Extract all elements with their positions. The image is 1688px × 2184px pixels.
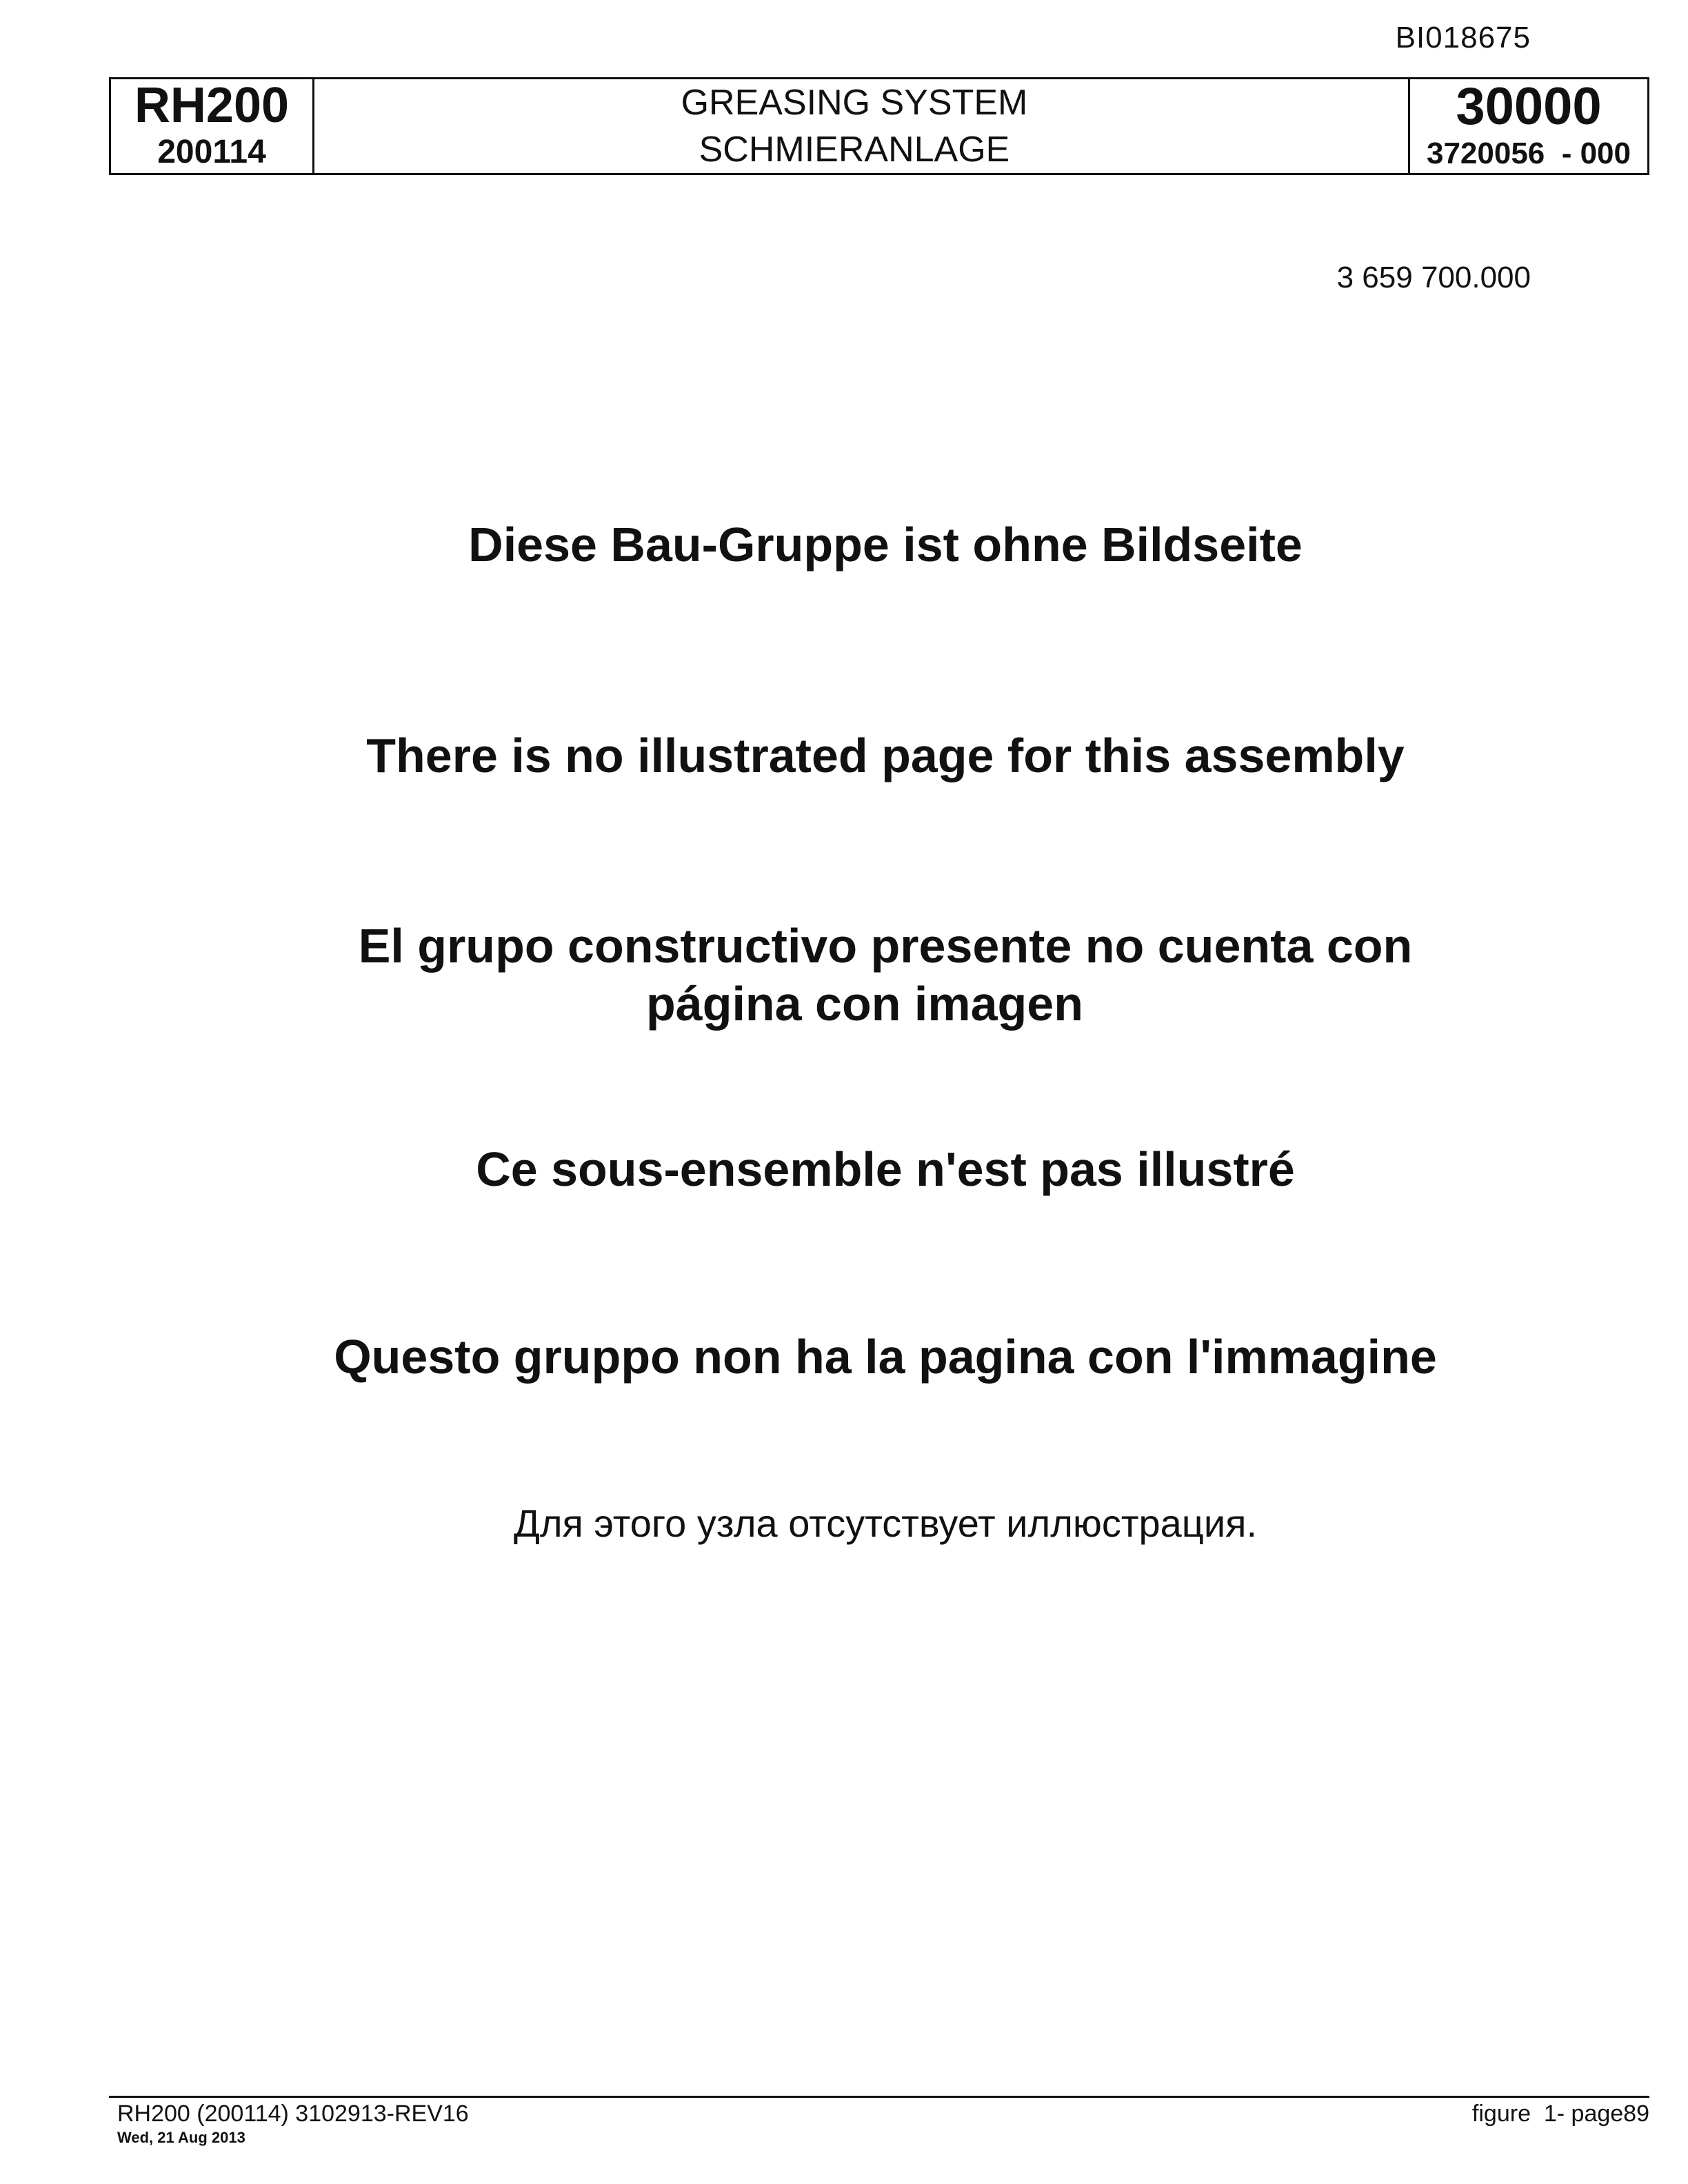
header-group-cell [1408,79,1647,173]
title-german: SCHMIERANLAGE [699,130,1010,170]
message-spanish-line2: página con imagen [646,977,1083,1031]
machine-serial: 200114 [157,134,266,170]
reference-number: 3 659 700.000 [1336,261,1531,294]
header-table [109,77,1649,175]
message-german: Diese Bau-Gruppe ist ohne Bildseite [468,518,1303,572]
part-number: 3720056 - 000 [1426,136,1631,170]
message-russian: Для этого узла отсутствует иллюстрация. [513,1502,1258,1545]
message-spanish [41,917,1688,1033]
document-id: BI018675 [1395,21,1531,54]
title-english: GREASING SYSTEM [681,83,1028,123]
group-number: 30000 [1456,77,1602,136]
footer-date: Wed, 21 Aug 2013 [117,2129,245,2146]
header-title-cell [314,79,1408,173]
footer-page-number: figure 1- page89 [1471,2101,1649,2127]
message-spanish-line1: El grupo constructivo presente no cuenta con [358,919,1413,973]
header-model-cell [111,79,314,173]
footer-divider [109,2096,1649,2098]
message-french: Ce sous-ensemble n'est pas illustré [476,1142,1295,1196]
message-english: There is no illustrated page for this assembly [366,729,1405,782]
machine-model: RH200 [134,78,290,133]
footer-doc-ref: RH200 (200114) 3102913-REV16 [117,2101,469,2127]
message-italian: Questo gruppo non ha la pagina con l'immagine [334,1330,1437,1384]
